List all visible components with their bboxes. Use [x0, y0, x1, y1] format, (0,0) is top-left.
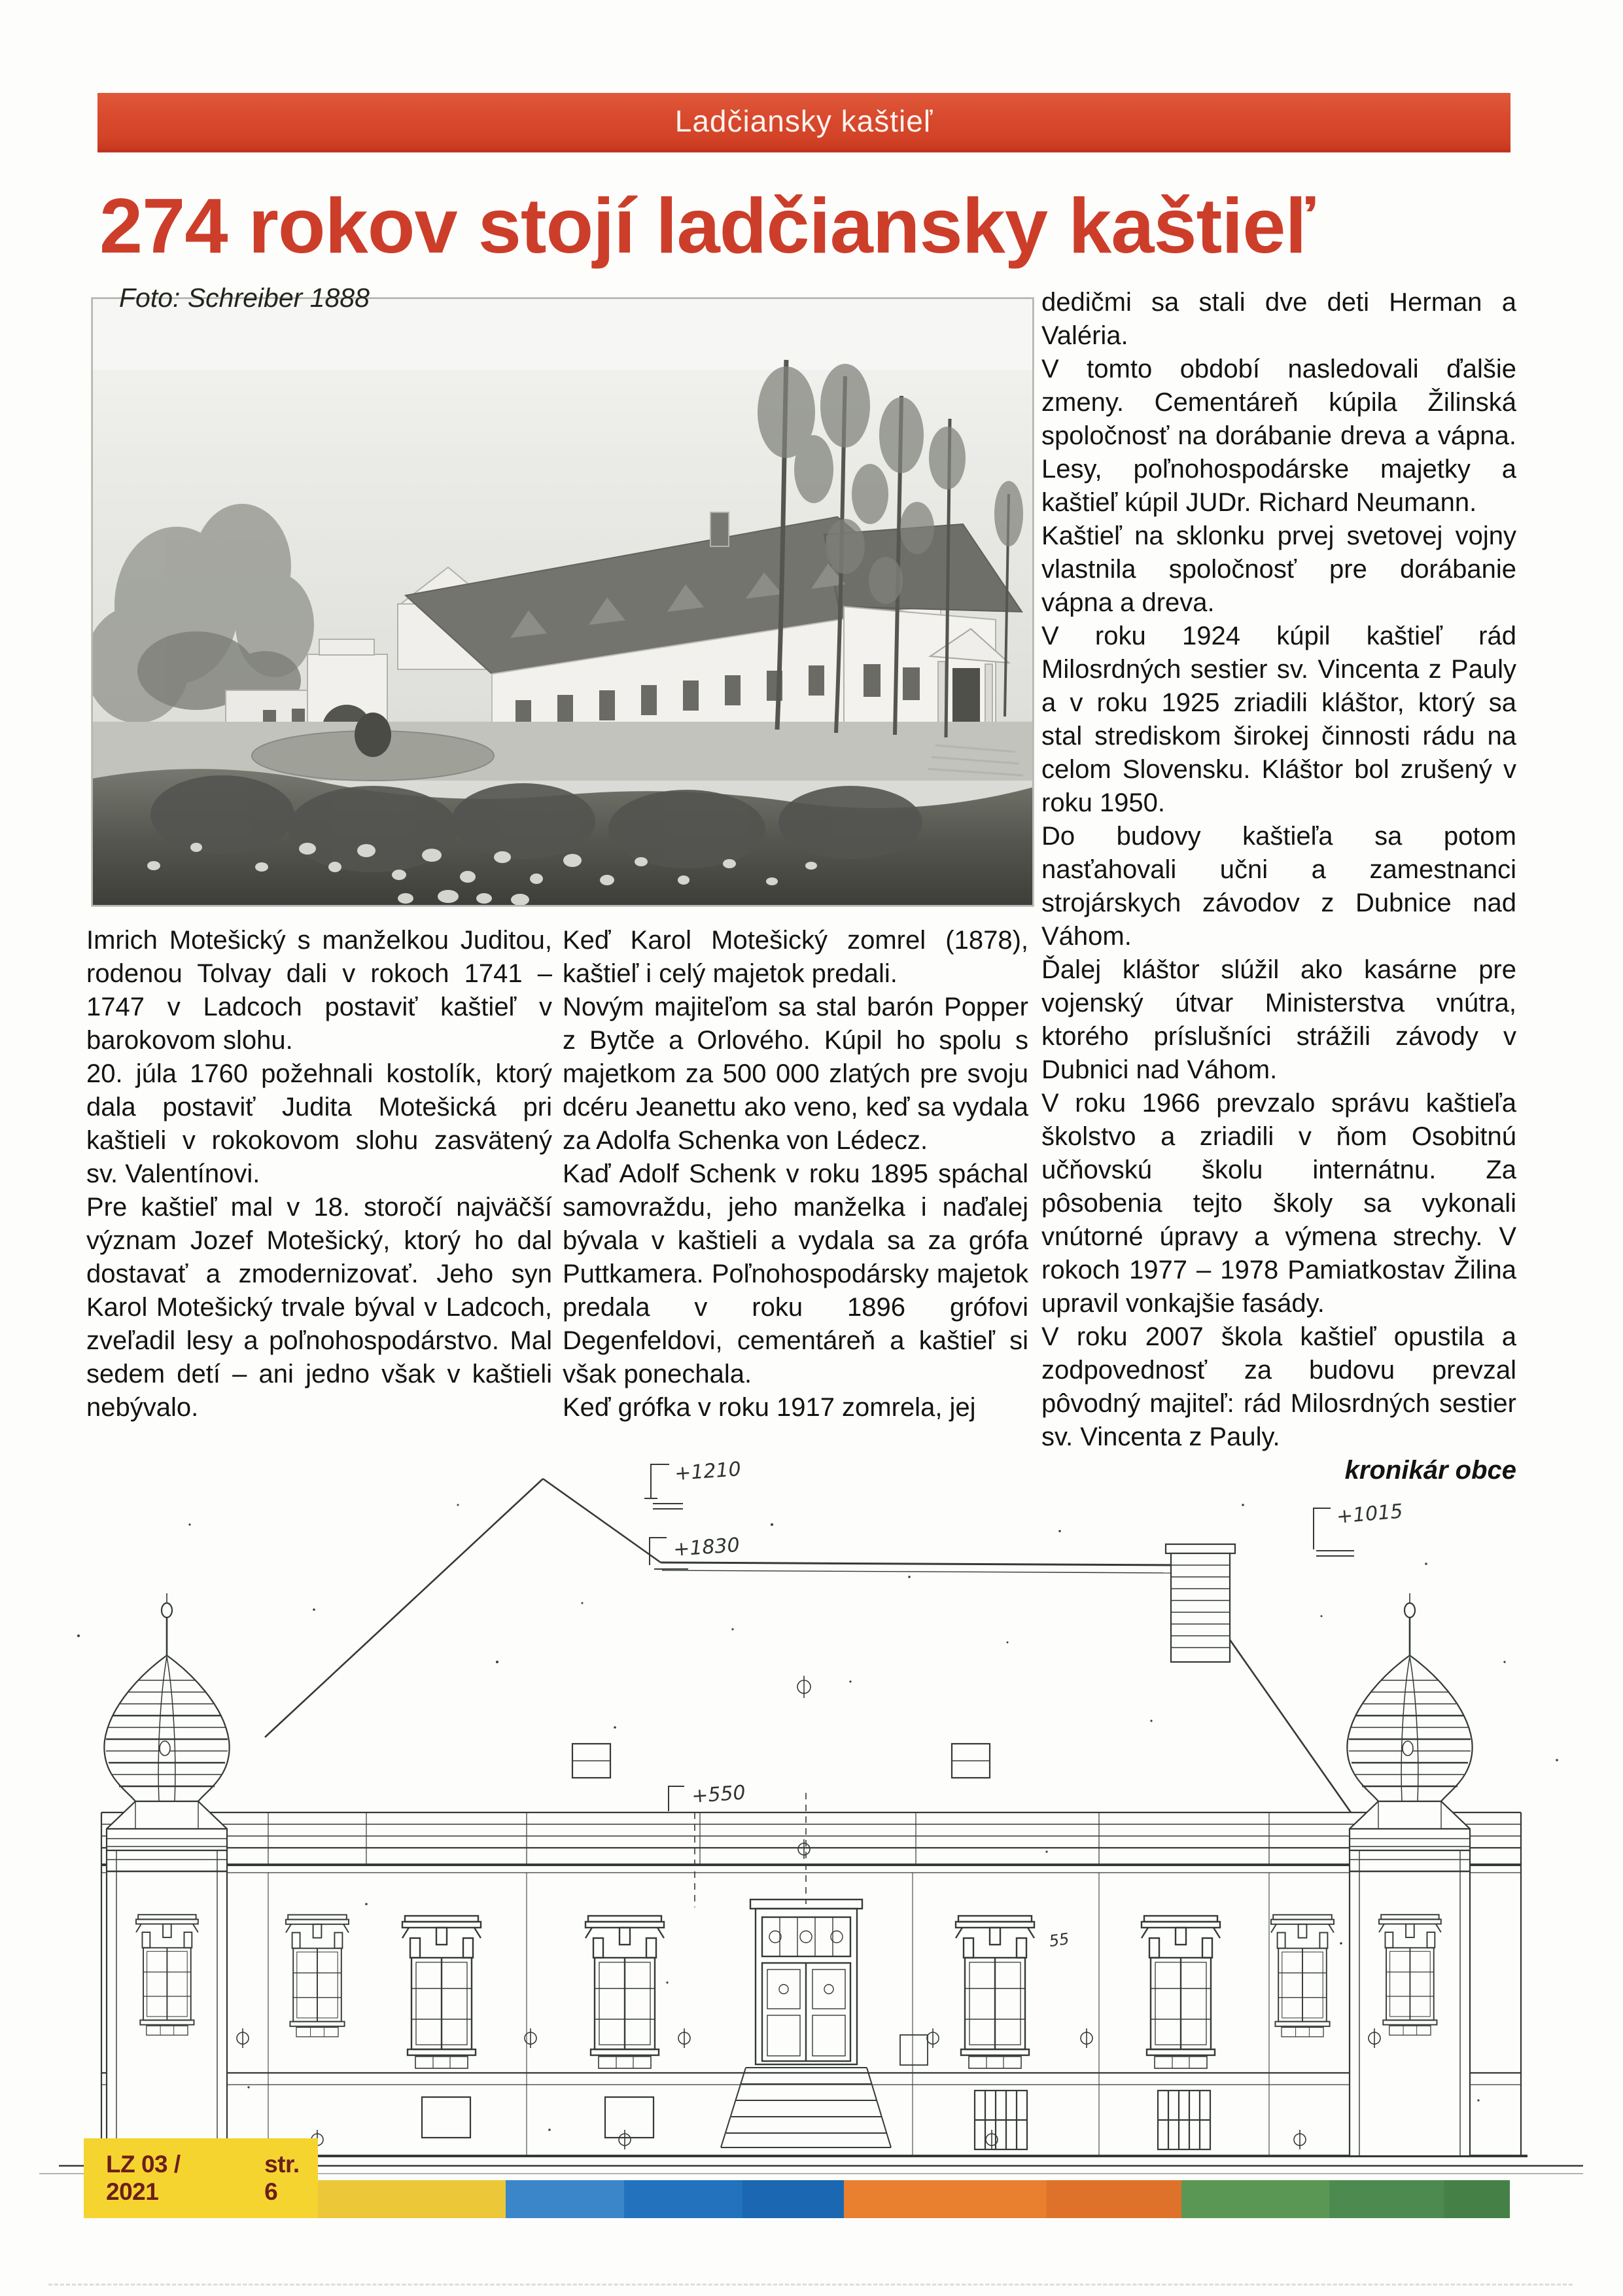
paragraph: V tomto období nasledovali ďalšie zmeny. Cementáreň kúpila Žilinská spoločnosť na dorábanie dreva a vápna. Lesy, poľnohospodárske majetky a kaštieľ kúpil JUDr. Richard Neumann. — [1041, 355, 1516, 517]
paragraph: Kaď Adolf Schenk v roku 1895 spáchal samovraždu, jeho manželka i naďalej bývala v kaštieli a vydala sa za grófa Puttkamera. Poľnohospodársky majetok predala v roku 1896 grófovi Degenfeldovi, cementáreň a kaštieľ si však ponechala. — [563, 1159, 1028, 1388]
paragraph: V roku 1966 prevzalo správu kaštieľa školstvo a zriadili v ňom Osobitnú učňovskú školu internátnu. Za pôsobenia tejto školy sa vykonali vnútorné úpravy a výmena strechy. V rokoch 1977 – 1978 Pamiatkostav Žilina upravil vonkajšie fasády. — [1041, 1089, 1516, 1318]
paragraph: dedičmi sa stali dve deti Herman a Valéria. — [1041, 288, 1516, 350]
scan-artifact-line — [48, 2284, 1573, 2286]
paragraph: Ďalej kláštor slúžil ako kasárne pre vojenský útvar Ministerstva vnútra, ktorého príslušníci strážili závody v Dubnici nad Váhom. — [1041, 955, 1516, 1084]
elevation-mark-ridge: +1210 — [674, 1457, 742, 1485]
paragraph: Do budovy kaštieľa sa potom nasťahovali učni a zamestnanci strojárskych závodov z Dubnice nad Váhom. — [1041, 822, 1516, 951]
paragraph: Keď grófka v roku 1917 zomrela, jej — [563, 1393, 976, 1422]
historic-photo — [92, 298, 1034, 906]
article-column-1 — [86, 924, 552, 1424]
elevation-mark-wall: +550 — [691, 1781, 746, 1808]
paragraph: Novým majiteľom sa stal barón Popper z Bytče a Orlového. Kúpil ho spolu s majetkom za 500 000 zlatých pre svoju dcéru Jeanettu ako veno, keď sa vydala za Adolfa Schenka von Lédecz. — [563, 993, 1028, 1155]
footer-issue-box — [84, 2138, 318, 2218]
elevation-mark-chimney: +1015 — [1335, 1500, 1404, 1528]
article-column-3 — [1041, 286, 1516, 1487]
elevation-svg — [39, 1446, 1583, 2192]
paragraph: V roku 1924 kúpil kaštieľ rád Milosrdných sestier sv. Vincenta z Pauly a v roku 1925 zriadili kláštor, ktorý sa stal strediskom širokej činnosti rádu na celom Slovensku. Kláštor bol zrušený v roku 1950. — [1041, 622, 1516, 817]
rubric-title: Ladčiansky kaštieľ — [674, 104, 934, 138]
paragraph: 20. júla 1760 požehnali kostolík, ktorý dala postaviť Judita Motešická pri kaštieli v rokokovom slohu zasvätený sv. Valentínovi. — [86, 1059, 552, 1188]
author-signature: kronikár obce — [1344, 1456, 1516, 1485]
paragraph: Kaštieľ na sklonku prvej svetovej vojny vlastnila spoločnosť pre dorábanie vápna a dreva. — [1041, 521, 1516, 617]
manor-photo-illustration — [92, 298, 1034, 906]
main-door — [721, 1899, 928, 2147]
photo-caption: Foto: Schreiber 1888 — [119, 283, 370, 313]
paragraph: Imrich Motešický s manželkou Juditou, rodenou Tolvay dali v rokoch 1741 – 1747 v Ladcoch postaviť kaštieľ v barokovom slohu. — [86, 926, 552, 1055]
paragraph: Keď Karol Motešický zomrel (1878), kaštieľ i celý majetok predali. — [563, 926, 1028, 988]
page-number: str. 6 — [264, 2151, 300, 2205]
footer-bar-green — [1181, 2180, 1510, 2218]
elevation-mark-eaves: +1830 — [672, 1533, 741, 1561]
issue-label: LZ 03 / 2021 — [106, 2151, 181, 2205]
facade-elevation-drawing — [39, 1446, 1583, 2192]
elevation-marks — [644, 1464, 1354, 1812]
paragraph: V roku 2007 škola kaštieľ opustila a zodpovednosť za budovu prevzal pôvodný majiteľ: rád Milosrdných sestier sv. Vincenta z Pauly. — [1041, 1322, 1516, 1451]
article-headline: 274 rokov stojí ladčiansky kaštieľ — [99, 183, 1315, 270]
article-column-2 — [563, 924, 1028, 1424]
footer-bar-orange — [844, 2180, 1181, 2218]
elevation-mark-detail: 55 — [1047, 1929, 1071, 1951]
paragraph: Pre kaštieľ mal v 18. storočí najväčší význam Jozef Motešický, ktorý ho dal dostavať a zmodernizovať. Jeho syn Karol Motešický trvale býval v Ladcoch, zveľadil lesy a poľnohospodárstvo. Mal sedem detí – ani jedno však v kaštieli nebývalo. — [86, 1193, 552, 1422]
masthead-band — [97, 93, 1510, 152]
footer-bar-blue — [506, 2180, 844, 2218]
axis-marks — [237, 1676, 1380, 2149]
